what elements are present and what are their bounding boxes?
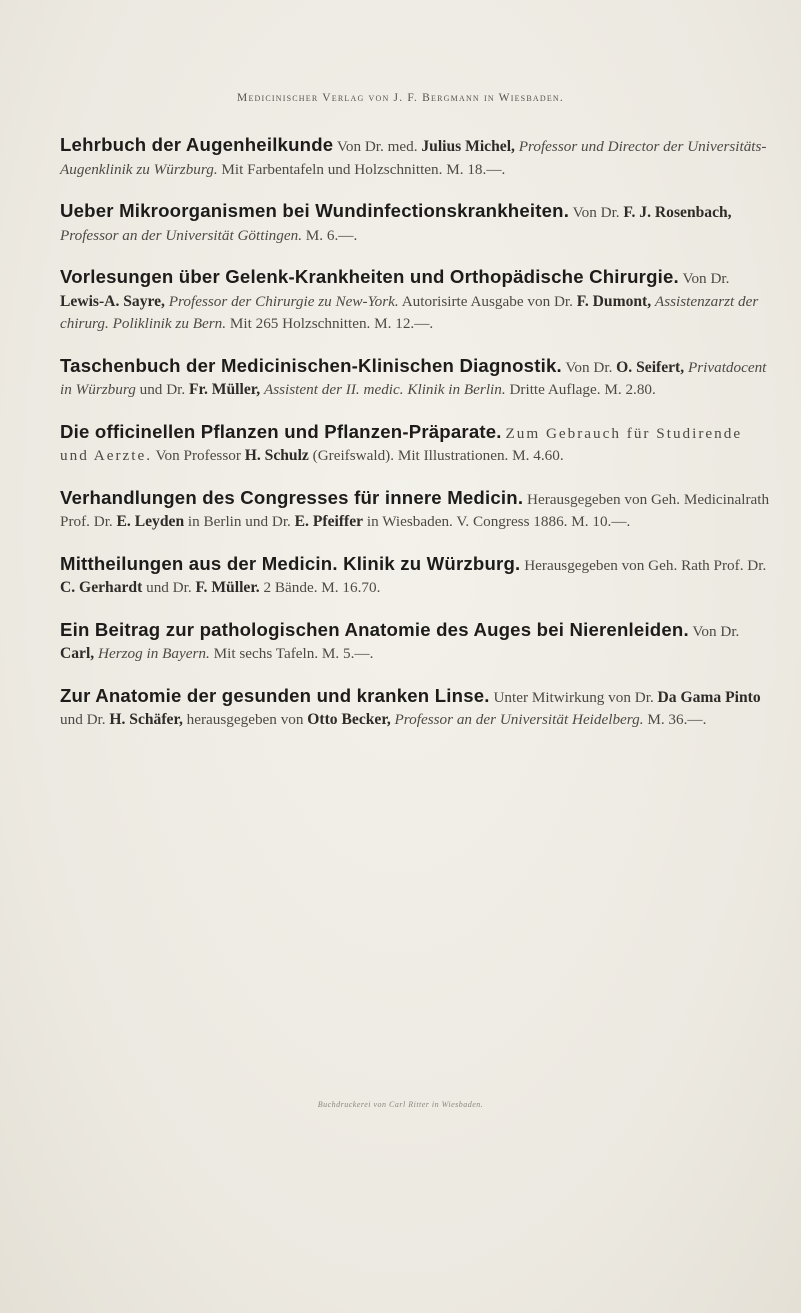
author-affiliation: Assistent der II. medic. Klinik in Berlin. bbox=[263, 381, 506, 398]
book-title: Lehrbuch der Augenheilkunde bbox=[60, 134, 334, 155]
book-entry bbox=[60, 134, 772, 181]
book-entry bbox=[60, 266, 772, 336]
author-affiliation: Privatdocent in Würzburg bbox=[60, 358, 767, 398]
author-name: H. Schulz bbox=[244, 447, 309, 464]
entry-details: Dritte Auflage. M. 2.80. bbox=[509, 381, 656, 398]
editor-affiliation: Professor an der Universität Heidelberg. bbox=[394, 711, 644, 728]
entry-details: M. 6.—. bbox=[305, 226, 358, 244]
author-affiliation: Professor und Director der Universitäts-Augenklinik zu Würzburg. bbox=[60, 138, 767, 178]
author-name: O. Seifert, bbox=[616, 358, 685, 376]
entry-text: und Dr. bbox=[146, 579, 192, 596]
entry-details: 2 Bände. M. 16.70. bbox=[263, 579, 381, 596]
contributor-name: Da Gama Pinto bbox=[657, 688, 761, 706]
entry-details: Mit 265 Holzschnitten. M. 12.—. bbox=[229, 315, 434, 332]
book-list bbox=[60, 134, 772, 751]
editor-name: E. Leyden bbox=[116, 513, 185, 530]
book-entry bbox=[60, 355, 772, 402]
editor-affiliation: Assistenzarzt der chirurg. Poliklinik zu Bern. bbox=[60, 292, 759, 332]
book-entry bbox=[60, 685, 772, 732]
entry-text: Herausgegeben von Geh. Rath Prof. Dr. bbox=[524, 556, 767, 574]
entry-text: Von Dr. bbox=[565, 358, 613, 376]
editor-name: E. Pfeiffer bbox=[294, 513, 364, 530]
entry-text: Autorisirte Ausgabe von Dr. bbox=[401, 292, 573, 310]
entry-text: und Dr. bbox=[139, 381, 186, 398]
book-entry bbox=[60, 421, 772, 468]
entry-details: Mit sechs Tafeln. M. 5.—. bbox=[213, 645, 374, 662]
author-name: F. J. Rosenbach, bbox=[623, 204, 732, 221]
entry-text: Von Dr. med. bbox=[336, 138, 418, 155]
editor-name: F. Müller. bbox=[195, 579, 260, 596]
entry-text: Von Dr. bbox=[572, 204, 620, 221]
entry-text: Herausgegeben von Geh. Medicinalrath Prof. Dr. bbox=[60, 490, 770, 530]
book-title: Ueber Mikroorganismen bei Wundinfectionskrankheiten. bbox=[60, 200, 570, 221]
editor-name: Otto Becker, bbox=[307, 711, 391, 728]
book-entry bbox=[60, 553, 772, 600]
editor-name: C. Gerhardt bbox=[60, 579, 143, 596]
entry-text: herausgegeben von bbox=[186, 711, 304, 728]
entry-text: Unter Mitwirkung von Dr. bbox=[493, 688, 654, 706]
book-title: Zur Anatomie der gesunden und kranken Linse. bbox=[60, 684, 490, 706]
entry-text: Von Professor bbox=[155, 447, 241, 464]
book-entry bbox=[60, 619, 772, 666]
author-name: Carl, bbox=[60, 645, 95, 662]
editor-name: F. Dumont, bbox=[576, 292, 652, 310]
printer-imprint: Buchdruckerei von Carl Ritter in Wiesbaden. bbox=[317, 1100, 484, 1109]
entry-text: in Berlin und Dr. bbox=[187, 513, 291, 530]
author-affiliation: Professor an der Universität Göttingen. bbox=[60, 226, 302, 244]
author-title: Herzog in Bayern. bbox=[98, 645, 210, 662]
entry-details: (Greifswald). Mit Illustrationen. M. 4.60. bbox=[312, 447, 564, 464]
book-title: Verhandlungen des Congresses für innere Medicin. bbox=[60, 486, 524, 508]
entry-text: Von Dr. bbox=[692, 622, 740, 640]
book-title: Die officinellen Pflanzen und Pflanzen-Präparate. bbox=[60, 420, 502, 442]
entry-subtitle: Zum Gebrauch für Studirende und Aerzte. bbox=[60, 424, 743, 464]
entry-details: in Wiesbaden. V. Congress 1886. M. 10.—. bbox=[366, 513, 631, 530]
book-title: Mittheilungen aus der Medicin. Klinik zu Würzburg. bbox=[60, 552, 521, 574]
book-title: Taschenbuch der Medicinischen-Klinischen Diagnostik. bbox=[60, 354, 562, 376]
publisher-header: Medicinischer Verlag von J. F. Bergmann in Wiesbaden. bbox=[237, 92, 564, 104]
author-name: Julius Michel, bbox=[421, 138, 515, 155]
book-title: Vorlesungen über Gelenk-Krankheiten und Orthopädische Chirurgie. bbox=[60, 266, 679, 287]
book-entry bbox=[60, 487, 772, 534]
entry-details: Mit Farbentafeln und Holzschnitten. M. 18.—. bbox=[221, 160, 506, 178]
author-name: Fr. Müller, bbox=[188, 381, 261, 398]
contributor-name: H. Schäfer, bbox=[109, 711, 183, 728]
book-title: Ein Beitrag zur pathologischen Anatomie des Auges bei Nierenleiden. bbox=[60, 618, 689, 640]
entry-text: Von Dr. bbox=[682, 270, 730, 287]
author-affiliation: Professor der Chirurgie zu New-York. bbox=[168, 292, 399, 310]
book-entry bbox=[60, 200, 772, 247]
entry-text: und Dr. bbox=[60, 711, 106, 728]
author-name: Lewis-A. Sayre, bbox=[60, 292, 165, 310]
entry-details: M. 36.—. bbox=[647, 711, 707, 728]
